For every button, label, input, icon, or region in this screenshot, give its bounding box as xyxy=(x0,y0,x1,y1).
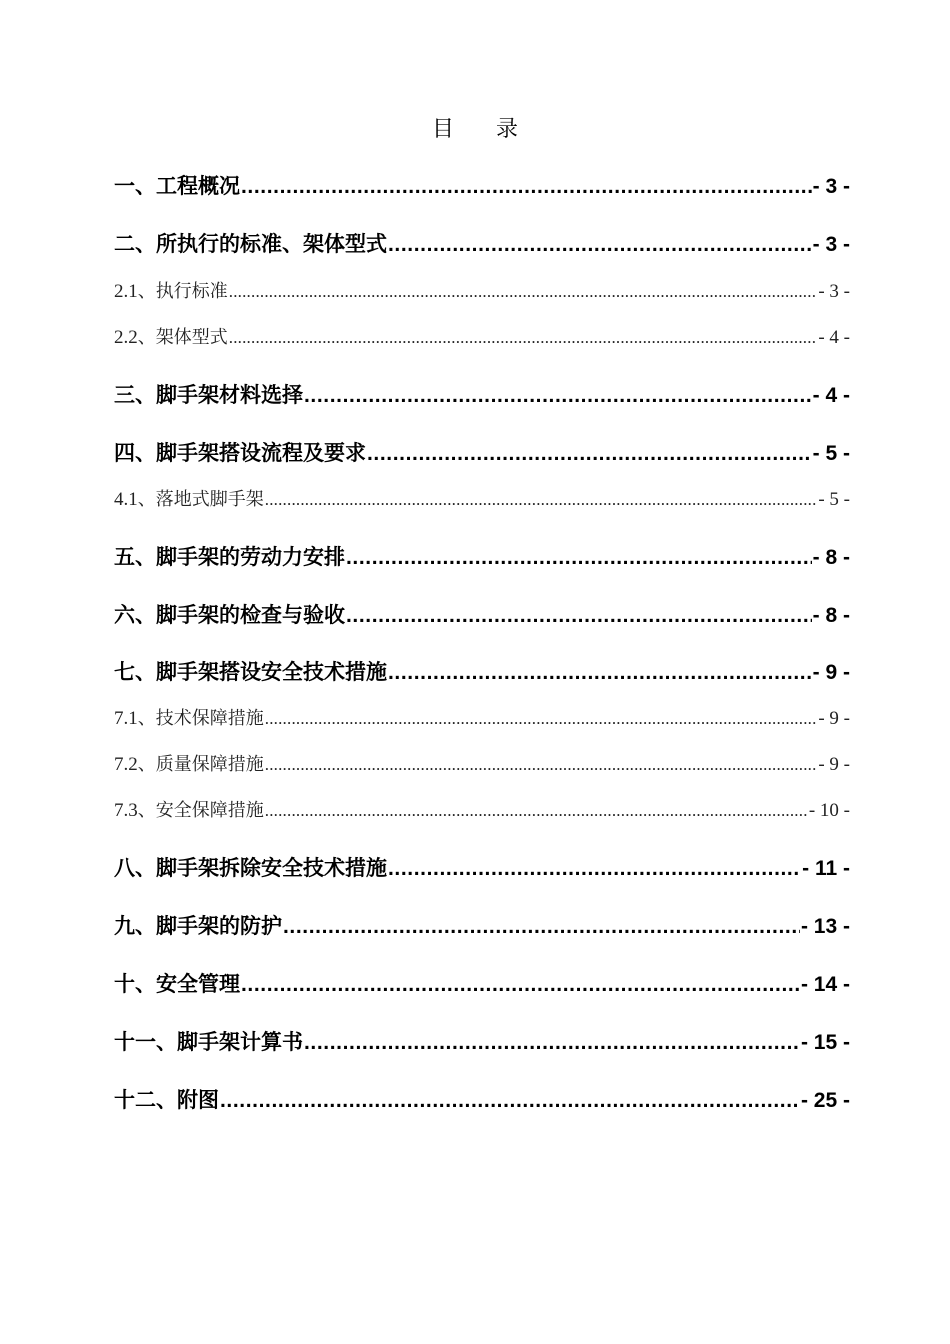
toc-subentry[interactable] xyxy=(114,487,850,513)
toc-leader-dots xyxy=(241,969,800,1000)
toc-leader-dots xyxy=(229,279,818,305)
toc-leader-dots xyxy=(265,706,818,732)
toc-section-title: 、落地式脚手架 xyxy=(137,489,264,510)
toc-entry-text: 十二、附图 xyxy=(114,1088,219,1112)
toc-entry[interactable] xyxy=(114,969,850,1000)
toc-leader-dots xyxy=(388,853,801,884)
toc-entry[interactable] xyxy=(114,380,850,411)
toc-page-number: - 25 - xyxy=(800,1089,850,1112)
toc-page-number: - 13 - xyxy=(800,915,850,938)
toc-entry-text xyxy=(114,706,264,732)
toc-leader-dots xyxy=(367,438,812,469)
toc-section-number: 2.2 xyxy=(114,327,138,348)
toc-page-number: - 8 - xyxy=(812,604,850,627)
toc-section-number: 4.1 xyxy=(114,489,138,510)
toc-entry[interactable] xyxy=(114,171,850,202)
toc-entry[interactable] xyxy=(114,600,850,631)
toc-entry-text: 十、安全管理 xyxy=(114,972,240,996)
toc-leader-dots xyxy=(265,487,818,513)
toc-section-number: 7.2 xyxy=(114,754,138,775)
toc-entry-text: 十一、脚手架计算书 xyxy=(114,1030,303,1054)
toc-section-number: 2.1 xyxy=(114,281,138,302)
toc-leader-dots xyxy=(241,171,812,202)
toc-leader-dots xyxy=(346,600,812,631)
toc-entry[interactable] xyxy=(114,1027,850,1058)
toc-page-number: - 3 - xyxy=(812,233,850,256)
toc-section-number: 7.3 xyxy=(114,800,138,821)
toc-title: 目录 xyxy=(431,117,560,142)
toc-entry-text xyxy=(114,279,228,305)
toc-page-number: - 9 - xyxy=(818,754,850,775)
toc-page-number: - 8 - xyxy=(812,546,850,569)
toc-subentry[interactable] xyxy=(114,798,850,824)
toc-page-number: - 5 - xyxy=(818,489,850,510)
toc-subentry[interactable] xyxy=(114,279,850,305)
toc-entry-text: 二、所执行的标准、架体型式 xyxy=(114,232,387,256)
toc-entry[interactable] xyxy=(114,229,850,260)
toc-leader-dots xyxy=(265,798,808,824)
toc-leader-dots xyxy=(283,911,800,942)
toc-section-number: 7.1 xyxy=(114,708,138,729)
toc-entry-text: 七、脚手架搭设安全技术措施 xyxy=(114,660,387,684)
toc-entry-text: 九、脚手架的防护 xyxy=(114,914,282,938)
toc-page-number: - 4 - xyxy=(812,384,850,407)
toc-entry-text xyxy=(114,325,228,351)
toc-entry[interactable] xyxy=(114,911,850,942)
toc-section-title: 、架体型式 xyxy=(137,327,228,348)
toc-leader-dots xyxy=(388,657,812,688)
toc-page-number: - 9 - xyxy=(812,661,850,684)
toc-leader-dots xyxy=(388,229,812,260)
toc-leader-dots xyxy=(346,542,812,573)
toc-page-number: - 9 - xyxy=(818,708,850,729)
toc-entry-text: 六、脚手架的检查与验收 xyxy=(114,603,345,627)
toc-entry-text xyxy=(114,487,264,513)
toc-subentry[interactable] xyxy=(114,752,850,778)
toc-page-number: - 4 - xyxy=(818,327,850,348)
toc-section-title: 、执行标准 xyxy=(137,281,228,302)
toc-entry-text: 三、脚手架材料选择 xyxy=(114,383,303,407)
toc-page-number: - 3 - xyxy=(818,281,850,302)
toc-page-number: - 3 - xyxy=(812,175,850,198)
toc-page-number: - 14 - xyxy=(800,973,850,996)
toc-entry-text: 五、脚手架的劳动力安排 xyxy=(114,545,345,569)
toc-page-number: - 5 - xyxy=(812,442,850,465)
toc-leader-dots xyxy=(304,380,812,411)
toc-entry-text: 一、工程概况 xyxy=(114,174,240,198)
toc-entry[interactable] xyxy=(114,542,850,573)
toc-leader-dots xyxy=(265,752,818,778)
toc-entry[interactable] xyxy=(114,657,850,688)
toc-entry[interactable] xyxy=(114,1085,850,1116)
toc-page-number: - 10 - xyxy=(808,800,850,821)
toc-section-title: 、技术保障措施 xyxy=(137,708,264,729)
toc-subentry[interactable] xyxy=(114,706,850,732)
toc-entry-text xyxy=(114,752,264,778)
toc-page-number: - 15 - xyxy=(800,1031,850,1054)
toc-entry-text: 八、脚手架拆除安全技术措施 xyxy=(114,856,387,880)
toc-entry-text: 四、脚手架搭设流程及要求 xyxy=(114,441,366,465)
toc-entry[interactable] xyxy=(114,438,850,469)
toc-page-number: - 11 - xyxy=(802,857,850,880)
toc-subentry[interactable] xyxy=(114,325,850,351)
toc-entry-text xyxy=(114,798,264,824)
toc-leader-dots xyxy=(220,1085,800,1116)
toc-section-title: 、安全保障措施 xyxy=(137,800,264,821)
toc-leader-dots xyxy=(304,1027,800,1058)
toc-entry[interactable] xyxy=(114,853,850,884)
toc-leader-dots xyxy=(229,325,818,351)
toc-section-title: 、质量保障措施 xyxy=(137,754,264,775)
